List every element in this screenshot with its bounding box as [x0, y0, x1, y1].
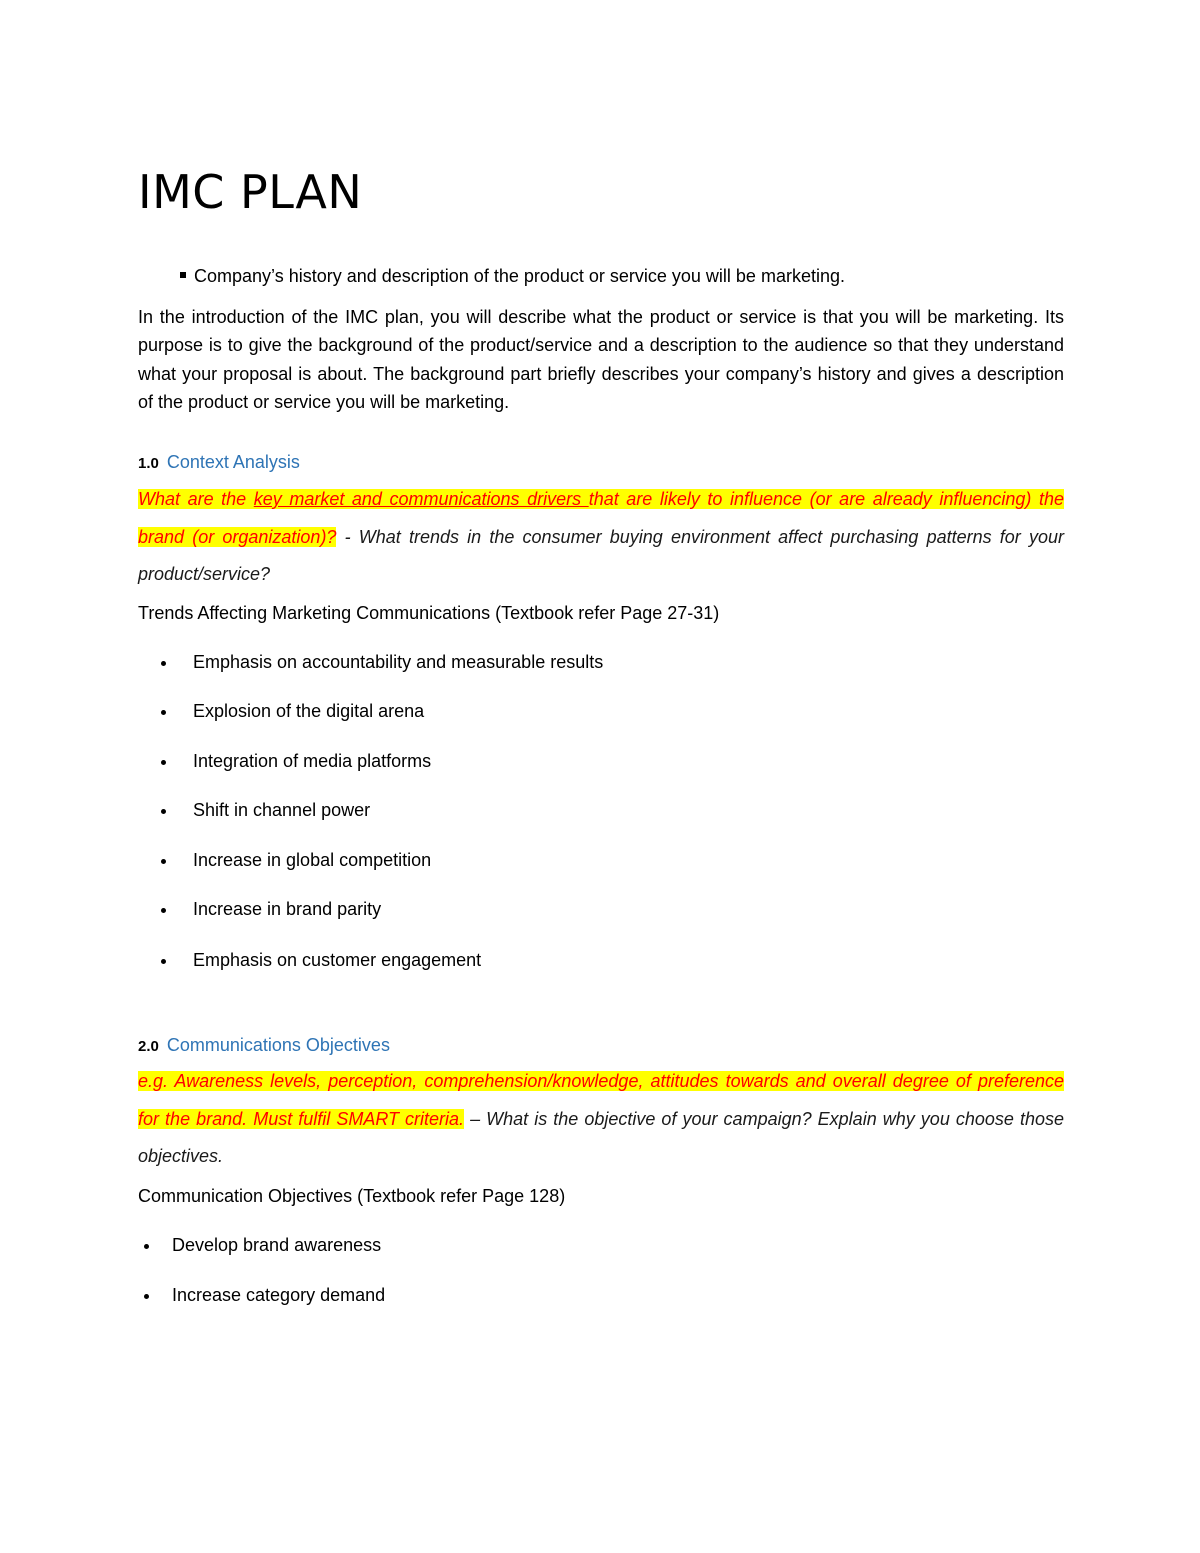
list-item: Develop brand awareness: [172, 1235, 381, 1256]
intro-bullet: [180, 266, 845, 287]
section-1-question: [138, 481, 1064, 594]
q-underlined: key market and communications drivers: [253, 489, 589, 509]
bullet-icon: [161, 908, 166, 913]
list-item: Increase in brand parity: [193, 899, 381, 920]
section-1-subheading: Trends Affecting Marketing Communications (Textbook refer Page 27-31): [138, 603, 720, 623]
section-2-heading: [138, 1035, 390, 1056]
list-item: Emphasis on customer engagement: [193, 950, 481, 971]
list-item: Emphasis on accountability and measurable results: [193, 652, 603, 673]
bullet-icon: [161, 809, 166, 814]
bullet-icon: [144, 1244, 149, 1249]
section-2-question: [138, 1063, 1064, 1176]
section-2-number: 2.0: [138, 1038, 159, 1055]
section-2-title: Communications Objectives: [166, 1035, 390, 1055]
q-part1: What are the: [138, 489, 254, 509]
square-bullet-icon: [180, 272, 186, 278]
list-item: Increase category demand: [172, 1285, 385, 1306]
section-2-subheading: Communication Objectives (Textbook refer Page 128): [138, 1186, 566, 1206]
section-1-title: Context Analysis: [166, 452, 300, 472]
bullet-icon: [161, 859, 166, 864]
list-item: Explosion of the digital arena: [193, 701, 424, 722]
list-item: Increase in global competition: [193, 850, 431, 871]
page-title: IMC PLAN: [138, 165, 363, 219]
bullet-icon: [161, 661, 166, 666]
section-1-question-rest: - What trends in the consumer buying environment affect purchasing patterns for your product/service?: [138, 526, 1064, 584]
section-2-question-rest: – What is the objective of your campaign? Explain why you choose those objectives.: [138, 1108, 1064, 1166]
section-1-heading: [138, 452, 300, 473]
q-part2: that are likely to influence (or are already influencing) the brand (or organization)?: [138, 489, 1064, 547]
intro-paragraph: In the introduction of the IMC plan, you will describe what the product or service is that you will be marketing. Its purpose is to give the background of the product/service and a description to the audience so that they understand what your proposal is about. The background part briefly describes your company’s history and gives a description of the product or service you will be marketing.: [138, 307, 1064, 412]
list-item: Shift in channel power: [193, 800, 370, 821]
bullet-icon: [161, 959, 166, 964]
bullet-icon: [161, 760, 166, 765]
section-1-number: 1.0: [138, 455, 159, 472]
bullet-icon: [161, 710, 166, 715]
section-2-question-highlight: e.g. Awareness levels, perception, comprehension/knowledge, attitudes towards and overall degree of preference for the brand. Must fulfil SMART criteria.: [138, 1071, 1064, 1129]
intro-bullet-text: Company’s history and description of the product or service you will be marketing.: [194, 266, 845, 286]
list-item: Integration of media platforms: [193, 751, 431, 772]
bullet-icon: [144, 1294, 149, 1299]
